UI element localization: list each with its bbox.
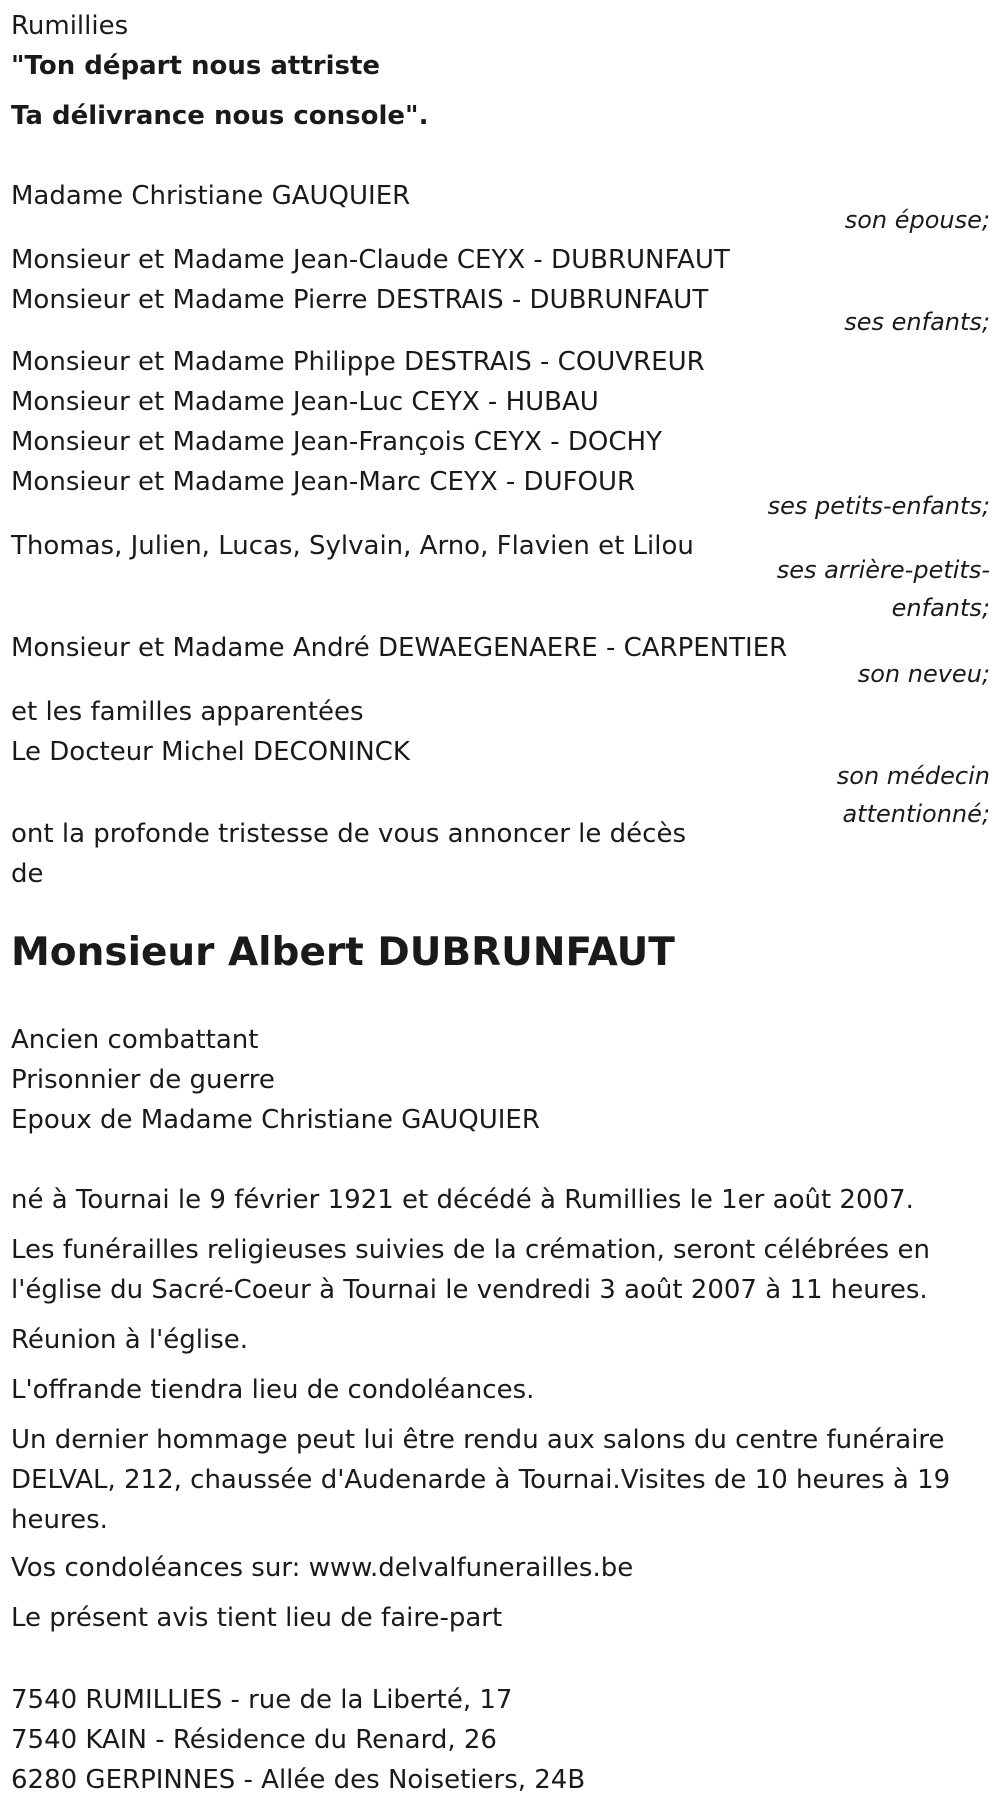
spouse-name: Madame Christiane GAUQUIER — [11, 181, 411, 211]
birth-death-line: né à Tournai le 9 février 1921 et décédé à Rumillies le 1er août 2007. — [11, 1185, 914, 1215]
quote-line-1: "Ton départ nous attriste — [11, 51, 381, 81]
great-grandchildren-names: Thomas, Julien, Lucas, Sylvain, Arno, Flavien et Lilou — [11, 531, 694, 561]
doctor-role-line-2: attentionné; — [842, 800, 990, 828]
offering-info: L'offrande tiendra lieu de condoléances. — [11, 1375, 535, 1405]
announcement-line-2: de — [11, 859, 44, 889]
deceased-title: Prisonnier de guerre — [11, 1065, 275, 1095]
nephew-role: son neveu; — [857, 660, 990, 688]
doctor-name: Le Docteur Michel DECONINCK — [11, 737, 410, 767]
quote-line-2: Ta délivrance nous console". — [11, 101, 429, 131]
announcement-line-1: ont la profonde tristesse de vous annoncer le décès — [11, 819, 686, 849]
deceased-name: Monsieur Albert DUBRUNFAUT — [11, 930, 675, 975]
grandchild-name: Monsieur et Madame Jean-Marc CEYX - DUFOUR — [11, 467, 636, 497]
related-families: et les familles apparentées — [11, 697, 364, 727]
children-role: ses enfants; — [844, 308, 990, 336]
nephew-name: Monsieur et Madame André DEWAEGENAERE - CARPENTIER — [11, 633, 788, 663]
child-name: Monsieur et Madame Jean-Claude CEYX - DUBRUNFAUT — [11, 245, 730, 275]
grandchild-name: Monsieur et Madame Philippe DESTRAIS - COUVREUR — [11, 347, 705, 377]
deceased-title: Ancien combattant — [11, 1025, 259, 1055]
great-grandchildren-role-line-2: enfants; — [891, 594, 990, 622]
great-grandchildren-role-line-1: ses arrière-petits- — [776, 556, 990, 584]
grandchildren-role: ses petits-enfants; — [767, 492, 990, 520]
condolences-info: Vos condoléances sur: www.delvalfunerailles.be — [11, 1553, 634, 1583]
spouse-role: son épouse; — [844, 206, 990, 234]
address-line: 6280 GERPINNES - Allée des Noisetiers, 24B — [11, 1765, 586, 1795]
tribute-info: Un dernier hommage peut lui être rendu aux salons du centre funéraire DELVAL, 212, chaussée d'Audenarde à Tournai.Visites de 10 heures à 19 heures. — [11, 1425, 951, 1535]
funeral-info: Les funérailles religieuses suivies de la crémation, seront célébrées en l'église du Sacré-Coeur à Tournai le vendredi 3 août 2007 à 11 heures. — [11, 1235, 930, 1305]
grandchild-name: Monsieur et Madame Jean-Luc CEYX - HUBAU — [11, 387, 599, 417]
child-name: Monsieur et Madame Pierre DESTRAIS - DUBRUNFAUT — [11, 285, 709, 315]
address-line: 7540 KAIN - Résidence du Renard, 26 — [11, 1725, 497, 1755]
grandchild-name: Monsieur et Madame Jean-François CEYX - DOCHY — [11, 427, 662, 457]
notice-info: Le présent avis tient lieu de faire-part — [11, 1603, 503, 1633]
meeting-info: Réunion à l'église. — [11, 1325, 249, 1355]
address-line: 7540 RUMILLIES - rue de la Liberté, 17 — [11, 1685, 513, 1715]
town-name: Rumillies — [11, 11, 129, 41]
doctor-role-line-1: son médecin — [836, 762, 990, 790]
deceased-title: Epoux de Madame Christiane GAUQUIER — [11, 1105, 540, 1135]
